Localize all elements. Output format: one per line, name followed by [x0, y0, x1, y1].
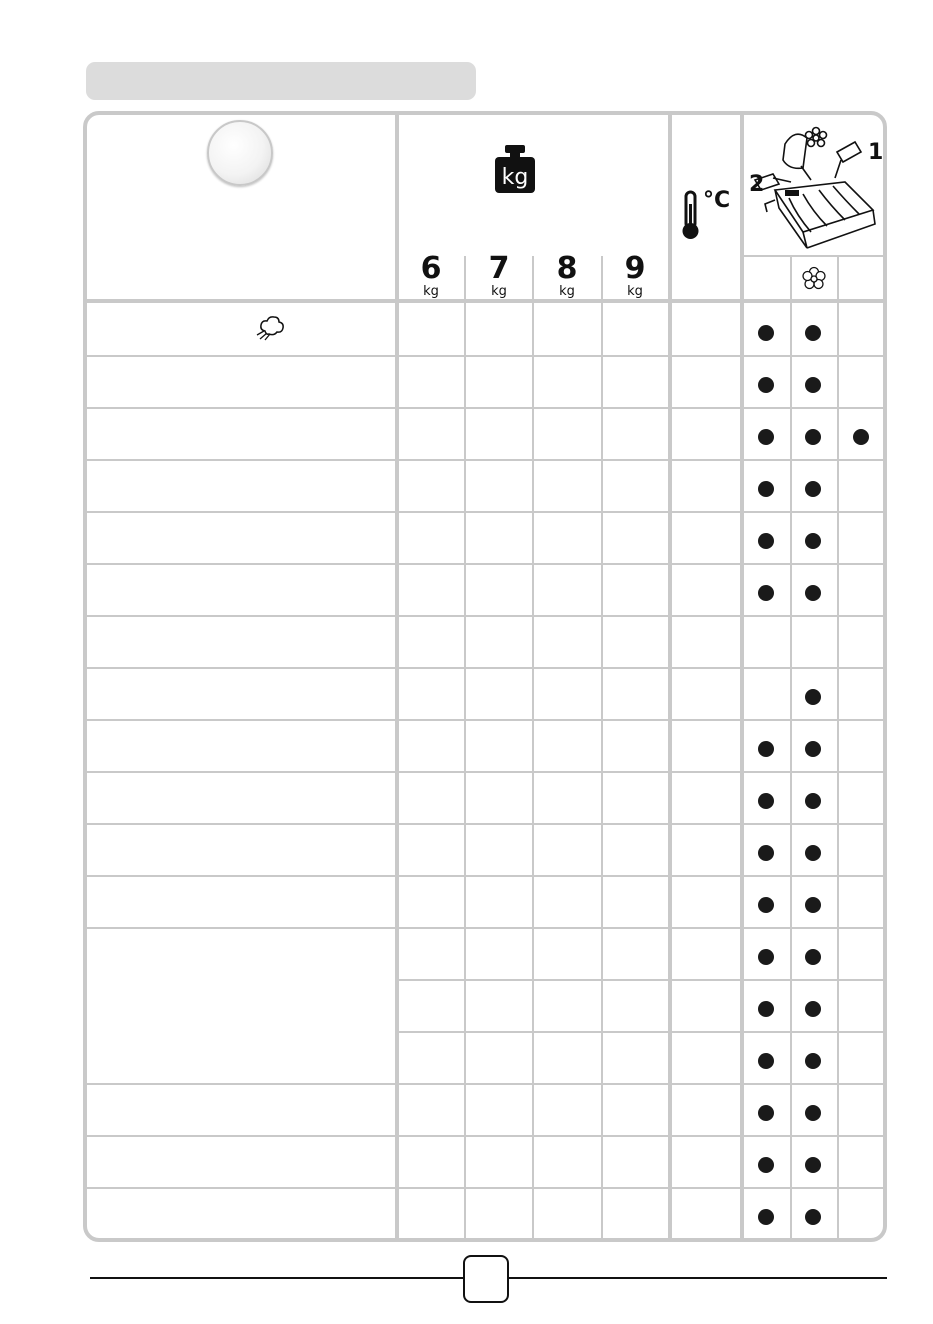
compartment-dot: [805, 533, 821, 549]
row-separator: [87, 771, 883, 773]
row-separator: [87, 511, 883, 513]
compartment-dot: [758, 377, 774, 393]
compartment-dot: [758, 533, 774, 549]
weight-8-unit: kg: [559, 284, 575, 299]
divider-kg-8-9: [601, 256, 603, 1238]
weight-7-unit: kg: [491, 284, 507, 299]
compartment-dot: [805, 897, 821, 913]
compartment-dot: [758, 793, 774, 809]
weight-icon-text: kg: [501, 165, 529, 190]
row-separator: [87, 667, 883, 669]
compartment-dot: [805, 429, 821, 445]
divider-header-bottom: [87, 299, 883, 303]
row-separator: [87, 719, 883, 721]
row-separator: [87, 563, 883, 565]
row-separator: [87, 823, 883, 825]
program-knob-icon: [207, 120, 273, 186]
row-separator: [87, 459, 883, 461]
divider-kg-6-7: [464, 256, 466, 1238]
steam-cloud-icon: [256, 314, 286, 342]
compartment-dot: [758, 845, 774, 861]
compartment-dot: [805, 949, 821, 965]
compartment-dot: [805, 1157, 821, 1173]
compartment-dot: [805, 1053, 821, 1069]
compartment-dot: [805, 793, 821, 809]
compartment-dot: [805, 481, 821, 497]
dispenser-number-1: 1: [868, 140, 884, 165]
kg-weight-icon: [494, 143, 536, 195]
weight-9: 9: [624, 251, 646, 286]
row-separator: [87, 355, 883, 357]
compartment-dot: [758, 325, 774, 341]
row-separator: [397, 1031, 883, 1033]
row-separator: [87, 1083, 883, 1085]
compartment-dot: [758, 741, 774, 757]
compartment-dot: [758, 1157, 774, 1173]
compartment-dot: [758, 585, 774, 601]
footer-rule-right: [509, 1277, 887, 1279]
divider-compartment-2-3: [837, 256, 839, 1238]
compartment-dot: [853, 429, 869, 445]
compartment-dot: [805, 845, 821, 861]
flower-softener-icon: [801, 266, 827, 292]
divider-temp-column: [740, 115, 744, 1238]
compartment-dot: [805, 585, 821, 601]
detergent-drawer-icon: [745, 120, 885, 250]
page-number-box: [463, 1255, 509, 1303]
compartment-dot: [805, 377, 821, 393]
divider-dispenser-header: [742, 255, 883, 257]
compartment-dot: [805, 325, 821, 341]
compartment-dot: [805, 1001, 821, 1017]
compartment-dot: [805, 1105, 821, 1121]
compartment-dot: [758, 897, 774, 913]
compartment-dot: [758, 1105, 774, 1121]
compartment-dot: [758, 429, 774, 445]
row-separator: [87, 615, 883, 617]
divider-compartment-1-2: [790, 256, 792, 1238]
section-title-bar: [86, 62, 476, 100]
thermometer-icon: [681, 190, 701, 242]
row-separator: [87, 875, 883, 877]
weight-9-unit: kg: [627, 284, 643, 299]
footer-rule-left: [90, 1277, 463, 1279]
compartment-dot: [805, 689, 821, 705]
row-separator: [397, 979, 883, 981]
compartment-dot: [805, 741, 821, 757]
compartment-dot: [758, 1053, 774, 1069]
weight-6: 6: [420, 251, 442, 286]
compartment-dot: [758, 481, 774, 497]
divider-kg-7-8: [532, 256, 534, 1238]
weight-6-unit: kg: [423, 284, 439, 299]
row-separator: [87, 1135, 883, 1137]
dispenser-number-2: 2: [749, 172, 765, 197]
compartment-dot: [758, 1001, 774, 1017]
weight-7: 7: [488, 251, 510, 286]
compartment-dot: [805, 1209, 821, 1225]
temperature-label: °C: [703, 188, 731, 213]
row-separator: [87, 1187, 883, 1189]
row-separator: [87, 407, 883, 409]
compartment-dot: [758, 949, 774, 965]
compartment-dot: [758, 1209, 774, 1225]
row-separator: [87, 927, 883, 929]
weight-8: 8: [556, 251, 578, 286]
